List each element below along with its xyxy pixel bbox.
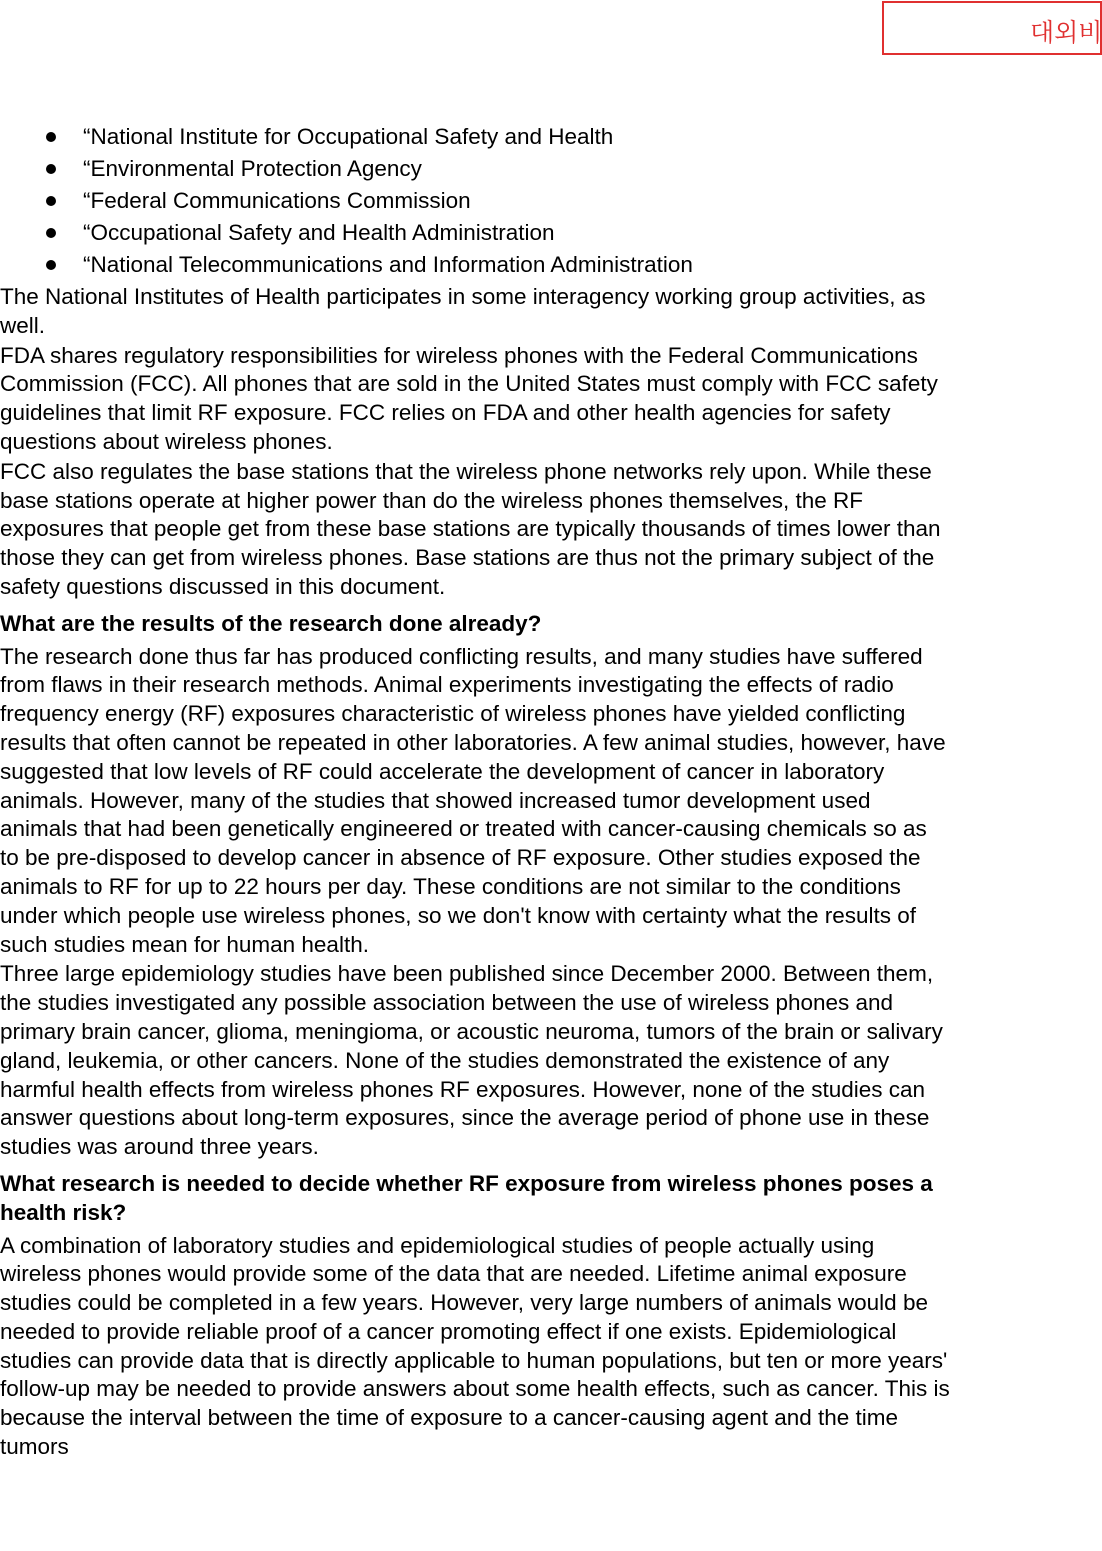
nih-paragraph: The National Institutes of Health participates in some interagency working group activities, as well. bbox=[0, 284, 926, 338]
bullet-icon bbox=[46, 196, 56, 206]
fda-paragraph: FDA shares regulatory responsibilities for wireless phones with the Federal Communications Commission (FCC). All phones that are sold in the United States must comply with FCC safety guidelines that limit RF exposure. FCC relies on FDA and other health agencies for safety questions about wireless phones. bbox=[0, 342, 938, 454]
list-item-text: “Environmental Protection Agency bbox=[83, 156, 422, 181]
document-body bbox=[0, 121, 950, 1463]
agency-list bbox=[0, 121, 950, 281]
research-needed-paragraph: A combination of laboratory studies and epidemiological studies of people actually using wireless phones would provide some of the data that are needed. Lifetime animal exposure studies could be completed in a few years. However, very large numbers of animals would be needed to provide reliable proof of a cancer promoting effect if one exists. Epidemiological studies can provide data that is directly applicable to human populations, but ten or more years' follow-up may be needed to provide answers about some health effects, such as cancer. This is because the interval between the time of exposure to a cancer-causing agent and the time tumors bbox=[0, 1232, 950, 1460]
fcc-paragraph: FCC also regulates the base stations that the wireless phone networks rely upon. While these base stations operate at higher power than do the wireless phones themselves, the RF exposures that people get from these base stations are typically thousands of times lower than those they can get from wireless phones. Base stations are thus not the primary subject of the safety questions discussed in this document. bbox=[0, 458, 941, 599]
list-item bbox=[0, 185, 950, 217]
confidential-stamp-text: 대외비 bbox=[1030, 18, 1102, 47]
bullet-icon bbox=[46, 164, 56, 174]
epidemiology-paragraph: Three large epidemiology studies have been published since December 2000. Between them, the studies investigated any possible association between the use of wireless phones and primary brain cancer, glioma, meningioma, or acoustic neuroma, tumors of the brain or salivary gland, leukemia, or other cancers. None of the studies demonstrated the existence of any harmful health effects from wireless phones RF exposures. However, none of the studies can answer questions about long-term exposures, since the average period of phone use in these studies was around three years. bbox=[0, 961, 943, 1160]
bullet-icon bbox=[46, 260, 56, 270]
list-item-text: “National Telecommunications and Information Administration bbox=[83, 252, 693, 277]
list-item bbox=[0, 217, 950, 249]
list-item-text: “National Institute for Occupational Safety and Health bbox=[83, 124, 614, 149]
research-results-paragraph: The research done thus far has produced conflicting results, and many studies have suffered from flaws in their research methods. Animal experiments investigating the effects of radio frequency energy (RF) exposures characteristic of wireless phones have yielded conflicting results that often cannot be repeated in other laboratories. A few animal studies, however, have suggested that low levels of RF could accelerate the development of cancer in laboratory animals. However, many of the studies that showed increased tumor development used animals that had been genetically engineered or treated with cancer-causing chemicals so as to be pre-disposed to develop cancer in absence of RF exposure. Other studies exposed the animals to RF for up to 22 hours per day. These conditions are not similar to the conditions under which people use wireless phones, so we don't know with certainty what the results of such studies mean for human health. bbox=[0, 643, 946, 957]
research-results-heading: What are the results of the research done already? bbox=[0, 610, 542, 636]
list-item bbox=[0, 121, 950, 153]
confidential-stamp bbox=[882, 1, 1102, 55]
list-item bbox=[0, 153, 950, 185]
list-item-text: “Federal Communications Commission bbox=[83, 188, 471, 213]
list-item-text: “Occupational Safety and Health Administration bbox=[83, 220, 555, 245]
list-item bbox=[0, 249, 950, 281]
bullet-icon bbox=[46, 132, 56, 142]
bullet-icon bbox=[46, 228, 56, 238]
research-needed-heading: What research is needed to decide whether RF exposure from wireless phones poses a health risk? bbox=[0, 1170, 933, 1225]
